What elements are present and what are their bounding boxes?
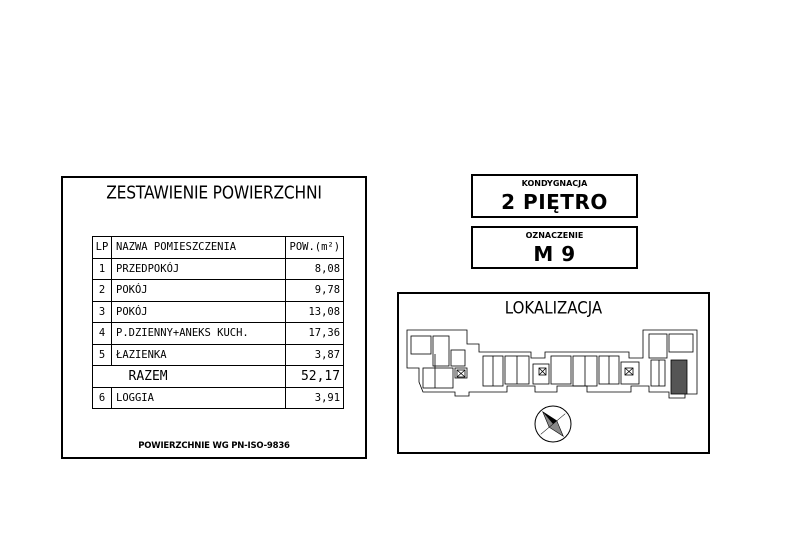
table-row — [93, 323, 344, 345]
total-row — [93, 366, 344, 388]
row-area: 9,78 — [285, 280, 344, 302]
column-header-name: NAZWA POMIESZCZENIA — [112, 237, 286, 259]
total-area: 52,17 — [285, 366, 344, 388]
designation-value: M 9 — [533, 242, 576, 266]
table-row — [93, 344, 344, 366]
row-name: LOGGIA — [112, 387, 286, 409]
total-label: RAZEM — [112, 366, 286, 388]
row-lp: 3 — [93, 301, 112, 323]
table-header-row — [93, 237, 344, 259]
row-area: 13,08 — [285, 301, 344, 323]
total-lp-empty — [93, 366, 112, 388]
area-table — [92, 236, 344, 409]
table-row — [93, 301, 344, 323]
row-lp: 6 — [93, 387, 112, 409]
row-area: 8,08 — [285, 258, 344, 280]
row-area: 17,36 — [285, 323, 344, 345]
table-row — [93, 280, 344, 302]
row-name: POKÓJ — [112, 301, 286, 323]
table-row-loggia — [93, 387, 344, 409]
storey-label: KONDYGNACJA — [521, 179, 588, 188]
row-area: 3,87 — [285, 344, 344, 366]
row-name: POKÓJ — [112, 280, 286, 302]
row-name: P.DZIENNY+ANEKS KUCH. — [112, 323, 286, 345]
location-title: LOKALIZACJA — [504, 297, 603, 319]
building-plan-diagram — [399, 294, 708, 452]
table-row — [93, 258, 344, 280]
column-header-lp: LP — [93, 237, 112, 259]
row-lp: 5 — [93, 344, 112, 366]
row-name: PRZEDPOKÓJ — [112, 258, 286, 280]
location-panel — [397, 292, 710, 454]
designation-box — [471, 226, 638, 269]
column-header-area: POW.(m²) — [285, 237, 344, 259]
area-summary-panel — [61, 176, 367, 459]
designation-label: OZNACZENIE — [525, 231, 584, 240]
storey-value: 2 PIĘTRO — [501, 190, 608, 214]
row-lp: 1 — [93, 258, 112, 280]
summary-title: ZESTAWIENIE POWIERZCHNI — [106, 182, 322, 204]
row-area: 3,91 — [285, 387, 344, 409]
storey-box — [471, 174, 638, 218]
row-lp: 2 — [93, 280, 112, 302]
compass-icon — [535, 406, 571, 442]
row-lp: 4 — [93, 323, 112, 345]
highlighted-apartment — [671, 360, 687, 394]
row-name: ŁAZIENKA — [112, 344, 286, 366]
summary-footer: POWIERZCHNIE WG PN-ISO-9836 — [138, 441, 290, 451]
